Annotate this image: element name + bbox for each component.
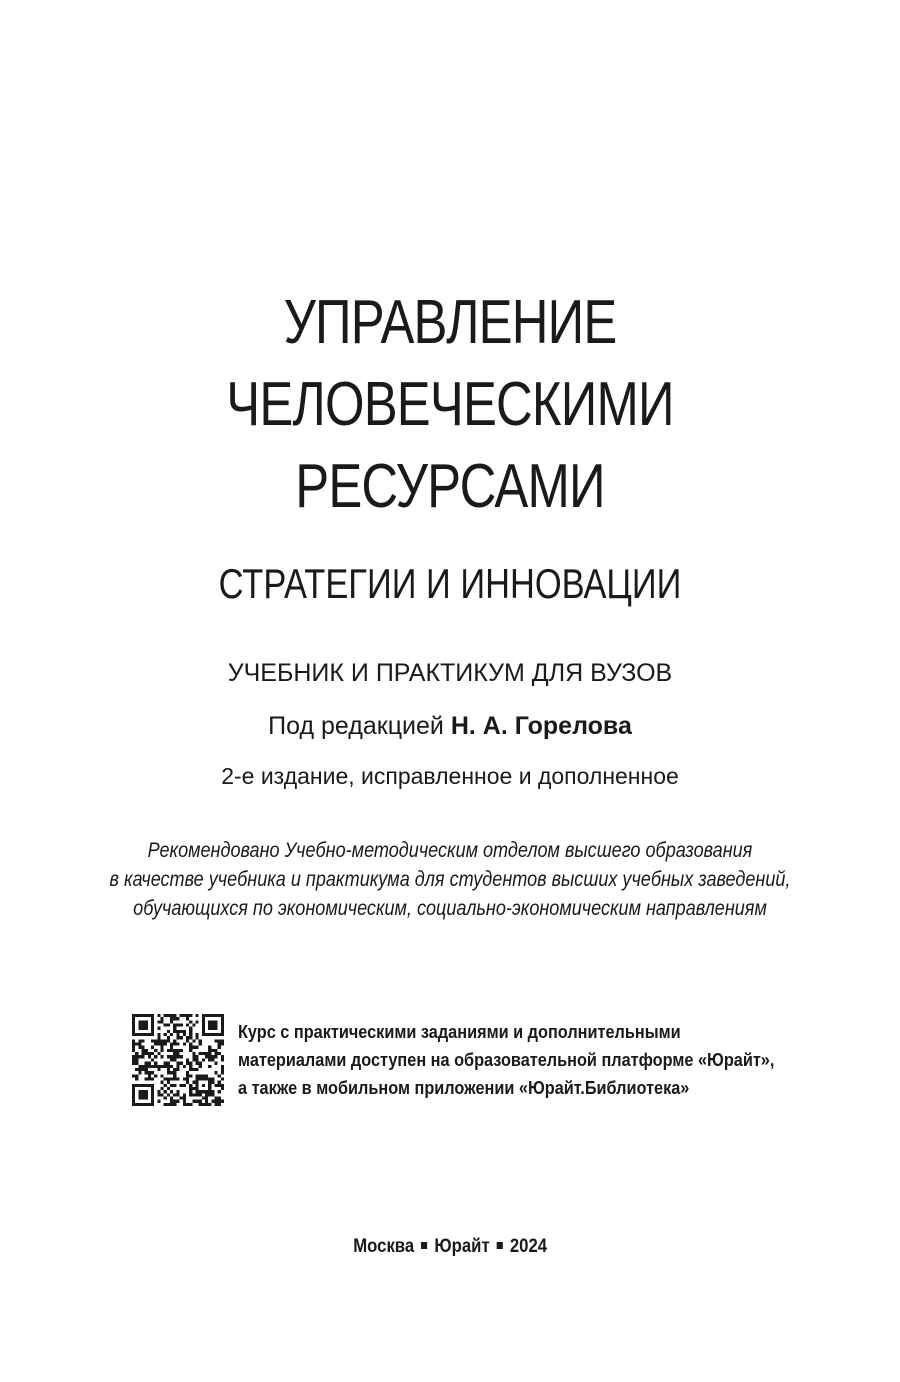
imprint (0, 1233, 900, 1261)
editor-name: Н. А. Горелова (450, 712, 632, 740)
qr-code-icon (132, 1014, 224, 1106)
course-info (238, 1018, 838, 1102)
editor-credit (0, 709, 900, 743)
imprint-year: 2024 (509, 1236, 547, 1257)
square-separator-icon (497, 1242, 503, 1249)
square-separator-icon (421, 1242, 427, 1249)
book-title (0, 282, 900, 528)
book-title-line: УПРАВЛЕНИЕ (283, 288, 617, 357)
book-type: УЧЕБНИК И ПРАКТИКУМ ДЛЯ ВУЗОВ (227, 659, 673, 687)
recommendation-line: Рекомендовано Учебно-методическим отделом высшего образования (147, 839, 753, 862)
course-info-line: а также в мобильном приложении «Юрайт.Библиотека» (238, 1077, 690, 1098)
course-info-line: Курс с практическими заданиями и дополнительными (238, 1021, 681, 1042)
book-title-line: РЕСУРСАМИ (295, 452, 605, 521)
recommendation-note (0, 836, 900, 923)
editor-prefix: Под редакцией (268, 712, 451, 740)
imprint-publisher: Юрайт (434, 1236, 490, 1257)
edition-info: 2-е издание, исправленное и дополненное (221, 763, 679, 789)
recommendation-line: в качестве учебника и практикума для студентов высших учебных заведений, (109, 868, 791, 891)
book-subtitle: СТРАТЕГИИ И ИННОВАЦИИ (218, 560, 682, 607)
course-info-line: материалами доступен на образовательной платформе «Юрайт», (238, 1049, 775, 1070)
imprint-city: Москва (353, 1236, 415, 1257)
recommendation-line: обучающихся по экономическим, социально-экономическим направлениям (133, 897, 767, 920)
book-title-line: ЧЕЛОВЕЧЕСКИМИ (226, 370, 674, 439)
